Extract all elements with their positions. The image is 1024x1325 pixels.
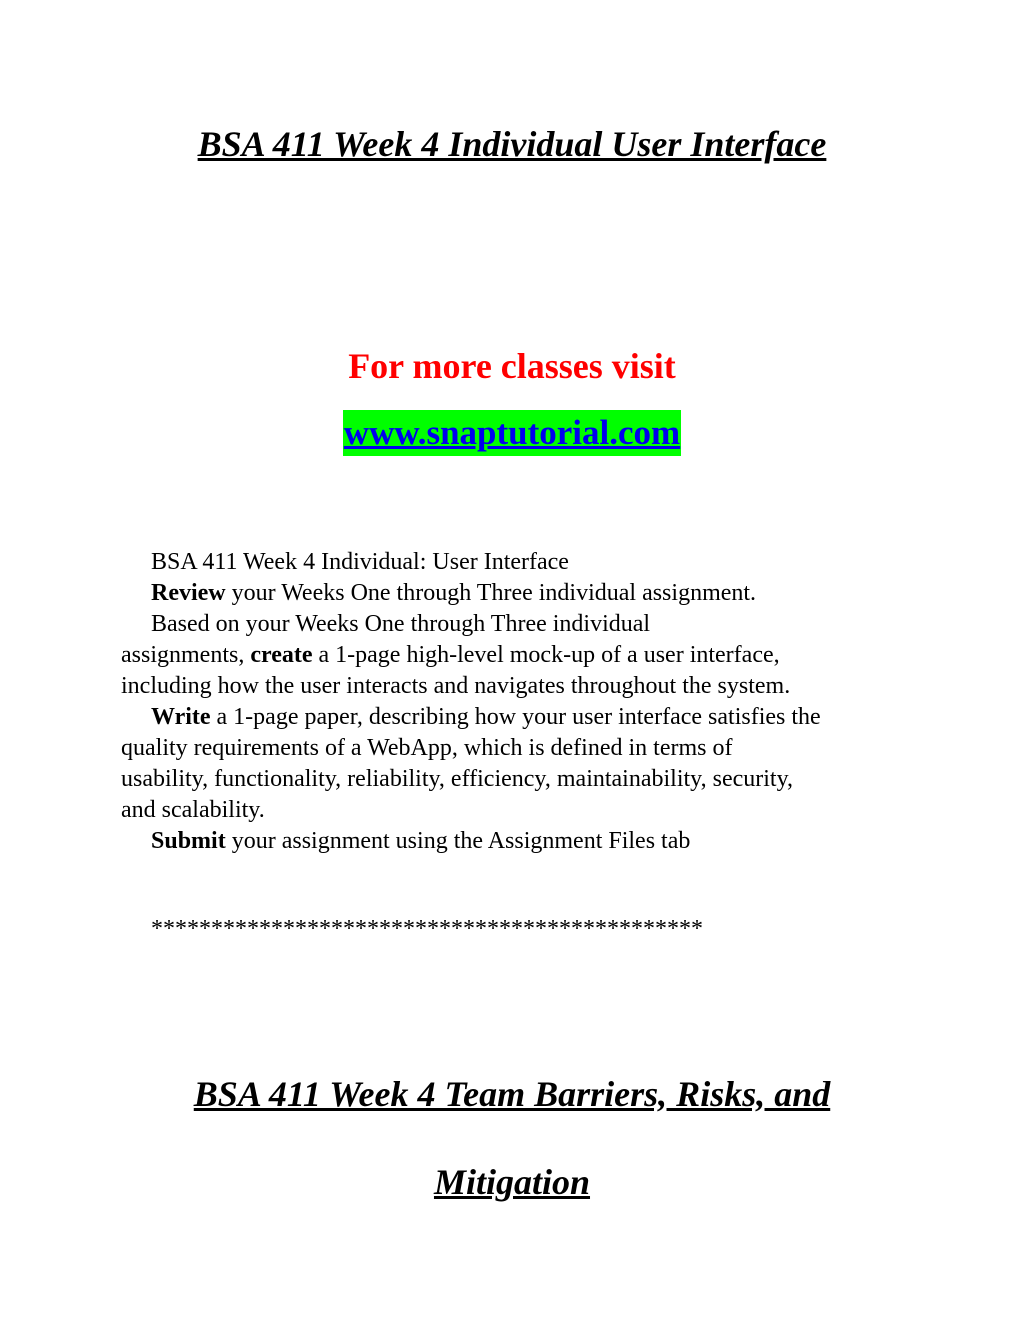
review-text: your Weeks One through Three individual assignment. [225,580,757,606]
snaptutorial-link[interactable]: www.snaptutorial.com [343,410,681,456]
create-keyword: create [250,642,313,668]
page-title: BSA 411 Week 4 Individual User Interface [197,124,827,164]
next-section-title-line-2: Mitigation [433,1162,591,1202]
write-text: a 1-page paper, describing how your user interface satisfies the [210,704,821,730]
write-line-4: and scalability. [121,797,265,823]
based-line-3: including how the user interacts and navigates throughout the system. [121,673,791,699]
based-line-2 [121,640,921,671]
based-line-2-rest: a 1-page high-level mock-up of a user interface, [312,642,780,668]
based-line-1: Based on your Weeks One through Three individual [151,611,651,637]
next-section-title-line-1: BSA 411 Week 4 Team Barriers, Risks, and [193,1074,831,1114]
write-line-2: quality requirements of a WebApp, which is defined in terms of [121,735,733,761]
review-instruction [121,578,921,609]
review-keyword: Review [151,580,226,606]
write-instruction [121,702,921,733]
submit-instruction [121,826,921,857]
submit-keyword: Submit [151,828,226,854]
separator-stars: ********************************************** [151,916,703,942]
based-line-2-start: assignments, [121,642,251,668]
assignment-description [121,547,921,857]
write-line-3: usability, functionality, reliability, efficiency, maintainability, security, [121,766,794,792]
link-container [0,410,1024,456]
promo-line: For more classes visit [348,346,676,386]
write-keyword: Write [151,704,211,730]
assignment-heading: BSA 411 Week 4 Individual: User Interface [151,549,569,575]
submit-text: your assignment using the Assignment Files tab [225,828,691,854]
